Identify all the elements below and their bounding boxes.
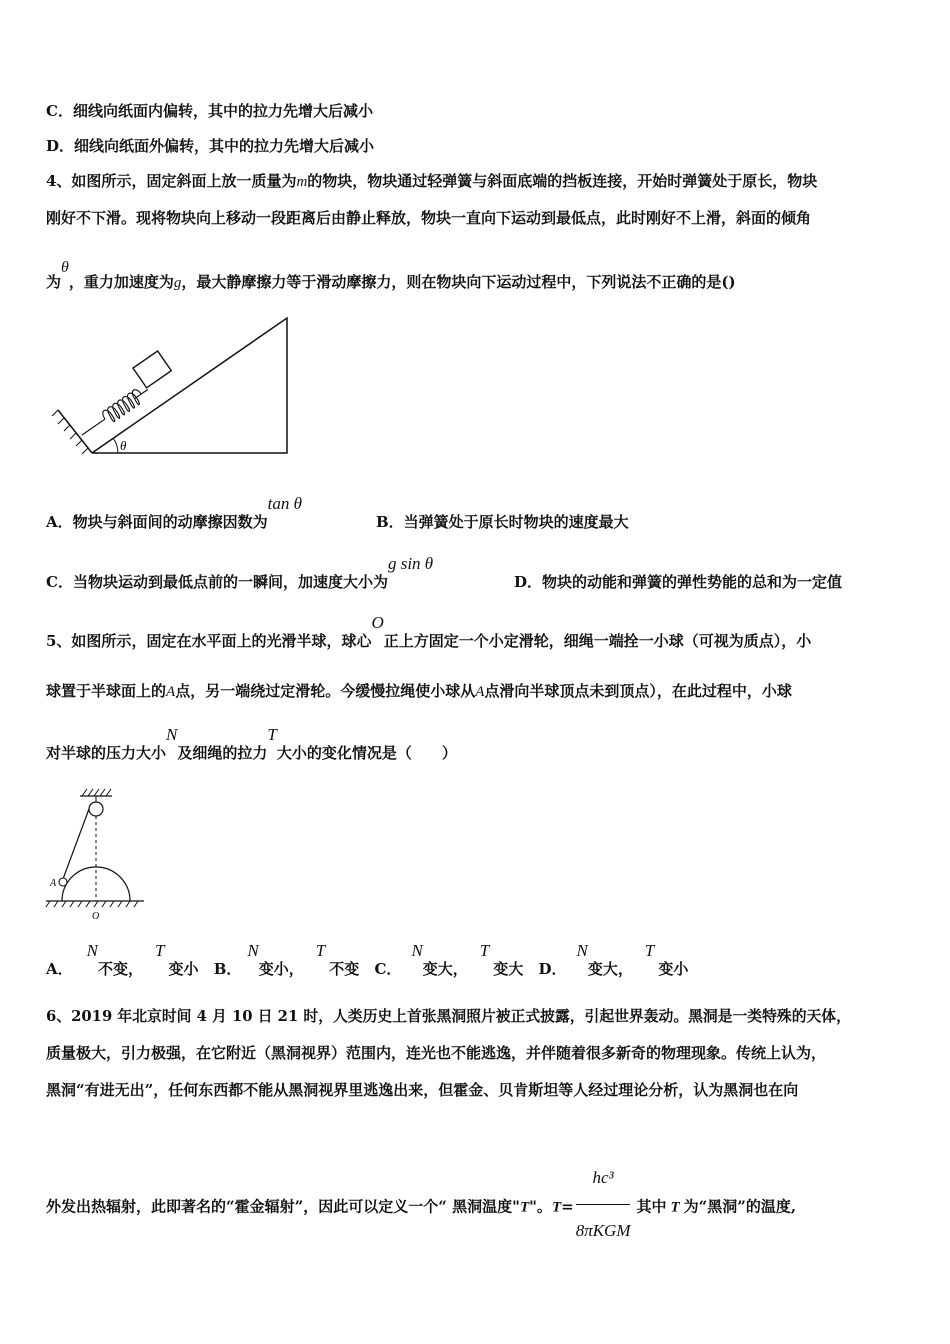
q6-stem-line4: 外发出热辐射，此即著名的“霍金辐射”，因此可以定义一个“ 黑洞温度"T"。T= $\frac{\text{hc³}}{\text{8πKGM}}$ 其中 T 为“黑洞”的温度, (46, 1157, 796, 1258)
q4-option-c: C．当物块运动到最低点前的一瞬间，加速度大小为g sin θ (46, 554, 434, 591)
o-symbol: O (371, 613, 384, 632)
q6-stem-line2: 质量极大，引力极强，在它附近（黑洞视界）范围内，连光也不能逃逸，并伴随着很多新奇的物理现象。传统上认为， (46, 1044, 827, 1062)
t-symbol: T (267, 725, 277, 744)
q5-options (46, 941, 689, 979)
q6-stem-line1: 6、2019 年北京时间 4 月 10 日 21 时，人类历史上首张黑洞照片被正式披露，引起世界轰动。黑洞是一类特殊的天体， (46, 1008, 851, 1025)
q5-stem-line3: 对半球的压力大小N及细绳的拉力T大小的变化情况是（ ） (46, 725, 457, 762)
theta-symbol: θ (61, 259, 69, 276)
q4-incline-figure (50, 312, 300, 462)
tan-theta-formula: tan θ (267, 494, 302, 513)
hawking-temperature-formula: $\frac{\text{hc³}}{\text{8πKGM}}$ (576, 1154, 631, 1255)
q3-option-d: D．细线向纸面外偏转，其中的拉力先增大后减小 (46, 137, 375, 155)
g-sin-theta-formula: g sin θ (387, 554, 434, 573)
q5-option-d: D．N变大，T变小 (538, 941, 689, 978)
q5-hemisphere-figure (44, 784, 154, 924)
q4-option-b: B．当弹簧处于原长时物块的速度最大 (376, 513, 629, 531)
q4-option-a: A．物块与斜面间的动摩擦因数为tan θ (46, 494, 302, 531)
q5-option-a: A．N不变，T变小 (46, 941, 199, 978)
q4-stem-line1: 4、如图所示，固定斜面上放一质量为m的物块，物块通过轻弹簧与斜面底端的挡板连接，开始时弹簧处于原长，物块 (46, 172, 818, 190)
q5-option-b: B．N变小，T不变 (213, 941, 360, 978)
q6-stem-line3: 黑洞“有进无出”，任何东西都不能从黑洞视界里逃逸出来，但霍金、贝肯斯坦等人经过理论分析，认为黑洞也在向 (46, 1081, 799, 1099)
q5-stem-line2: 球置于半球面上的A点，另一端绕过定滑轮。今缓慢拉绳使小球从A点滑向半球顶点未到顶点），在此过程中，小球 (46, 682, 792, 700)
q5-fig-a-label: A (50, 878, 57, 889)
q4-stem-line2: 刚好不下滑。现将物块向上移动一段距离后由静止释放，物块一直向下运动到最低点，此时刚好不上滑，斜面的倾角 (46, 209, 812, 227)
q4-option-d: D．物块的动能和弹簧的弹性势能的总和为一定值 (514, 573, 843, 591)
q3-option-c: C．细线向纸面内偏转，其中的拉力先增大后减小 (46, 102, 373, 120)
q4-fig-theta-label: θ (120, 438, 127, 453)
q4-stem-line3: 为θ，重力加速度为g，最大静摩擦力等于滑动摩擦力，则在物块向下运动过程中，下列说法不正确的是() (46, 259, 736, 291)
q5-option-c: C．N变大，T变大 (374, 941, 524, 978)
q5-fig-o-label: O (92, 911, 100, 922)
n-symbol: N (166, 725, 178, 744)
q5-stem-line1: 5、如图所示，固定在水平面上的光滑半球，球心O正上方固定一个小定滑轮，细绳一端拴一小球（可视为质点），小 (46, 613, 812, 650)
